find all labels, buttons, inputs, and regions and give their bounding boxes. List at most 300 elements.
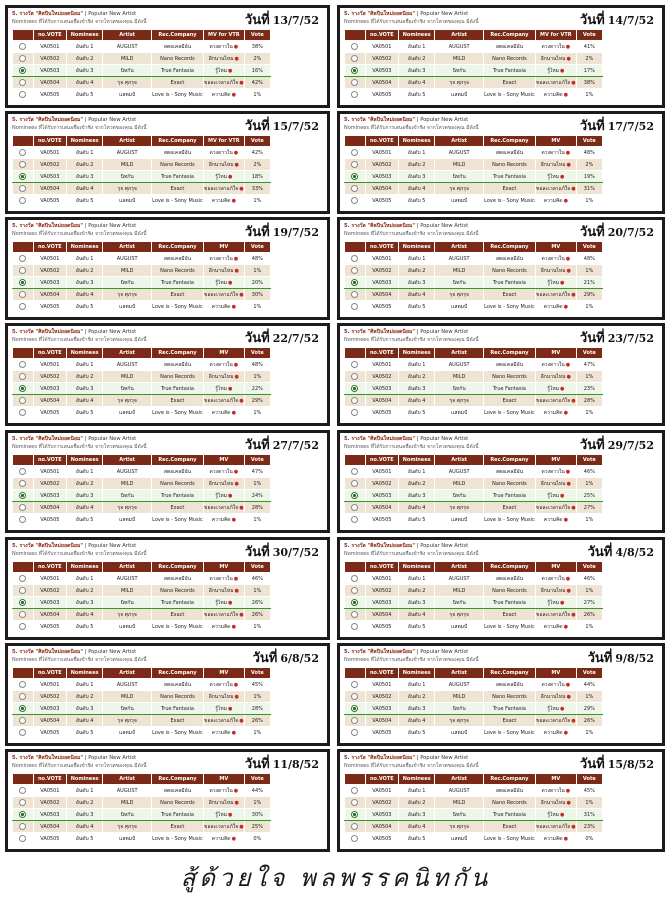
radio-cell: [13, 395, 34, 407]
vote-radio[interactable]: [19, 267, 26, 274]
vote-radio[interactable]: [351, 681, 358, 688]
vote-radio[interactable]: [351, 705, 358, 712]
play-icon[interactable]: ●: [560, 279, 565, 286]
mv-title[interactable]: ขอละเวลาแก้ใจ: [536, 717, 571, 724]
vote-radio[interactable]: [19, 504, 26, 511]
date-prefix: วันที่: [244, 438, 270, 453]
vote-radio[interactable]: [351, 149, 358, 156]
play-icon[interactable]: ●: [560, 385, 565, 392]
vote-radio[interactable]: [351, 173, 358, 180]
mv-title[interactable]: ขอละเวลาแก้ใจ: [204, 717, 239, 724]
table-row: [13, 301, 271, 313]
mv-title[interactable]: รู้ไหม: [215, 705, 228, 712]
vote-radio[interactable]: [351, 468, 358, 475]
nominees-caption: Nominees ที่ได้รับการเสนอชื่อเข้าชิง จากโหวตของคุณ มีดังนี้: [12, 337, 147, 343]
vote-radio[interactable]: [19, 55, 26, 62]
category-title: 5. รางวัล "ศิลปินใหม่ยอดนิยม": [12, 11, 84, 17]
mv-title[interactable]: ความคิด: [211, 91, 231, 98]
vote-radio[interactable]: [19, 599, 26, 606]
vote-radio[interactable]: [351, 623, 358, 630]
vote-radio[interactable]: [19, 693, 26, 700]
mv-cell: [203, 253, 244, 265]
vote-radio[interactable]: [351, 504, 358, 511]
play-icon[interactable]: ●: [560, 492, 565, 499]
mv-title[interactable]: ดวงดาวใน: [209, 149, 233, 156]
mv-title[interactable]: ดวงดาวใน: [541, 361, 565, 368]
nominee-rank: อันดับ 4: [67, 609, 103, 621]
mv-title[interactable]: อีกนานไหม: [540, 161, 566, 168]
play-icon[interactable]: ●: [239, 504, 244, 511]
play-icon[interactable]: ●: [560, 811, 565, 818]
mv-title[interactable]: อีกนานไหม: [540, 480, 566, 487]
mv-title[interactable]: ขอละเวลาแก้ใจ: [204, 79, 239, 86]
vote-radio[interactable]: [19, 835, 26, 842]
radio-cell: [345, 147, 366, 159]
vote-radio[interactable]: [19, 161, 26, 168]
nominee-rank: อันดับ 4: [399, 821, 435, 833]
mv-title[interactable]: รู้ไหม: [215, 279, 228, 286]
mv-title[interactable]: รู้ไหม: [215, 492, 228, 499]
mv-title[interactable]: อีกนานไหม: [208, 799, 234, 806]
vote-radio[interactable]: [19, 717, 26, 724]
mv-title[interactable]: ความคิด: [543, 409, 563, 416]
mv-title[interactable]: ความคิด: [211, 729, 231, 736]
radio-cell: [345, 466, 366, 478]
mv-title[interactable]: อีกนานไหม: [208, 161, 234, 168]
mv-title[interactable]: ดวงดาวใน: [541, 149, 565, 156]
vote-code: VA0501: [33, 785, 67, 797]
play-icon[interactable]: ●: [231, 623, 236, 630]
vote-radio[interactable]: [19, 492, 26, 499]
mv-title[interactable]: รู้ไหม: [547, 279, 560, 286]
play-icon[interactable]: ●: [571, 79, 576, 86]
vote-radio[interactable]: [19, 811, 26, 818]
play-icon[interactable]: ●: [560, 67, 565, 74]
vote-panel: [5, 5, 330, 108]
table-row: [13, 833, 271, 845]
play-icon[interactable]: ●: [565, 681, 571, 688]
play-icon[interactable]: ●: [228, 599, 233, 606]
mv-title[interactable]: ความคิด: [211, 197, 231, 204]
vote-radio[interactable]: [19, 43, 26, 50]
table-row: [345, 809, 603, 821]
mv-title[interactable]: ดวงดาวใน: [541, 575, 565, 582]
vote-radio[interactable]: [19, 291, 26, 298]
vote-radio[interactable]: [19, 255, 26, 262]
play-icon[interactable]: ●: [571, 397, 576, 404]
vote-code-header: no.VOTE: [365, 455, 399, 466]
radio-cell: [13, 679, 34, 691]
play-icon[interactable]: ●: [239, 717, 244, 724]
play-icon[interactable]: ●: [571, 185, 576, 192]
mv-title[interactable]: ความคิด: [543, 303, 563, 310]
table-row: [13, 785, 271, 797]
play-icon[interactable]: ●: [565, 361, 571, 368]
mv-title[interactable]: ความคิด: [211, 409, 231, 416]
mv-title[interactable]: ขอละเวลาแก้ใจ: [204, 291, 239, 298]
vote-table: [344, 561, 603, 633]
mv-title[interactable]: ขอละเวลาแก้ใจ: [536, 611, 571, 618]
play-icon[interactable]: ●: [566, 799, 571, 806]
mv-title[interactable]: ดวงดาวใน: [541, 468, 565, 475]
mv-title[interactable]: รู้ไหม: [547, 492, 560, 499]
vote-code: VA0502: [365, 265, 399, 277]
play-icon[interactable]: ●: [239, 611, 244, 618]
play-icon[interactable]: ●: [234, 587, 239, 594]
play-icon[interactable]: ●: [233, 787, 239, 794]
mv-title[interactable]: รู้ไหม: [215, 599, 228, 606]
vote-radio[interactable]: [19, 67, 26, 74]
mv-title[interactable]: อีกนานไหม: [540, 373, 566, 380]
mv-title[interactable]: ความคิด: [211, 303, 231, 310]
vote-radio[interactable]: [351, 492, 358, 499]
mv-title[interactable]: ดวงดาวใน: [541, 681, 565, 688]
mv-title[interactable]: ขอละเวลาแก้ใจ: [536, 291, 571, 298]
record-company: Nano Records: [484, 478, 536, 490]
play-icon[interactable]: ●: [560, 705, 565, 712]
mv-title[interactable]: ขอละเวลาแก้ใจ: [536, 79, 571, 86]
mv-title[interactable]: ความคิด: [211, 516, 231, 523]
play-icon[interactable]: ●: [560, 599, 565, 606]
play-icon[interactable]: ●: [571, 611, 576, 618]
play-icon[interactable]: ●: [560, 173, 565, 180]
nominee-rank: อันดับ 1: [399, 466, 435, 478]
vote-radio[interactable]: [351, 693, 358, 700]
vote-radio[interactable]: [19, 373, 26, 380]
mv-title[interactable]: ขอละเวลาแก้ใจ: [204, 185, 239, 192]
vote-radio[interactable]: [19, 468, 26, 475]
vote-radio[interactable]: [351, 516, 358, 523]
vote-radio[interactable]: [19, 279, 26, 286]
vote-radio[interactable]: [351, 599, 358, 606]
play-icon[interactable]: ●: [565, 43, 571, 50]
vote-radio[interactable]: [19, 681, 26, 688]
date-prefix: วันที่: [244, 13, 270, 28]
nominees-caption: Nominees ที่ได้รับการเสนอชื่อเข้าชิง จากโหวตของคุณ มีดังนี้: [12, 657, 147, 663]
vote-radio[interactable]: [351, 43, 358, 50]
mv-title[interactable]: ดวงดาวใน: [209, 255, 233, 262]
vote-panel: [337, 537, 665, 640]
mv-title[interactable]: ดวงดาวใน: [209, 575, 233, 582]
mv-title[interactable]: ดวงดาวใน: [541, 787, 565, 794]
vote-radio[interactable]: [351, 480, 358, 487]
table-row: [345, 514, 603, 526]
play-icon[interactable]: ●: [565, 149, 571, 156]
vote-radio[interactable]: [351, 303, 358, 310]
mv-title[interactable]: อีกนานไหม: [208, 587, 234, 594]
mv-title[interactable]: อีกนานไหม: [540, 587, 566, 594]
play-icon[interactable]: ●: [566, 480, 571, 487]
play-icon[interactable]: ●: [233, 681, 239, 688]
vote-percent: 30%: [244, 289, 270, 301]
vote-radio[interactable]: [19, 823, 26, 830]
mv-cell: [203, 407, 244, 419]
mv-title[interactable]: ความคิด: [211, 623, 231, 630]
mv-title[interactable]: ความคิด: [543, 729, 563, 736]
play-icon[interactable]: ●: [239, 291, 244, 298]
vote-radio[interactable]: [19, 361, 26, 368]
play-icon[interactable]: ●: [231, 197, 236, 204]
mv-cell: [203, 466, 244, 478]
play-icon[interactable]: ●: [565, 575, 571, 582]
vote-radio[interactable]: [351, 55, 358, 62]
radio-cell: [345, 89, 366, 101]
play-icon[interactable]: ●: [566, 267, 571, 274]
vote-table: [12, 454, 271, 526]
vote-table: [12, 773, 271, 845]
play-icon[interactable]: ●: [571, 717, 576, 724]
play-icon[interactable]: ●: [233, 575, 239, 582]
play-icon[interactable]: ●: [239, 185, 244, 192]
vote-radio[interactable]: [19, 799, 26, 806]
play-icon[interactable]: ●: [566, 373, 571, 380]
mv-title[interactable]: รู้ไหม: [547, 599, 560, 606]
mv-title[interactable]: อีกนานไหม: [208, 373, 234, 380]
vote-code: VA0503: [33, 65, 67, 77]
record-company: True Fantasia: [152, 65, 204, 77]
play-icon[interactable]: ●: [566, 161, 571, 168]
play-icon[interactable]: ●: [233, 43, 239, 50]
play-icon[interactable]: ●: [563, 409, 568, 416]
play-icon[interactable]: ●: [234, 55, 239, 62]
vote-radio[interactable]: [351, 373, 358, 380]
mv-title[interactable]: ความคิด: [543, 91, 563, 98]
mv-title[interactable]: ขอละเวลาแก้ใจ: [536, 823, 571, 830]
play-icon[interactable]: ●: [233, 361, 239, 368]
vote-radio[interactable]: [19, 303, 26, 310]
vote-radio[interactable]: [19, 729, 26, 736]
vote-radio[interactable]: [351, 291, 358, 298]
play-icon[interactable]: ●: [239, 79, 244, 86]
mv-title[interactable]: อีกนานไหม: [208, 55, 234, 62]
vote-radio[interactable]: [19, 173, 26, 180]
mv-title[interactable]: ขอละเวลาแก้ใจ: [204, 504, 239, 511]
vote-radio[interactable]: [351, 267, 358, 274]
mv-title[interactable]: ดวงดาวใน: [209, 787, 233, 794]
vote-radio[interactable]: [351, 279, 358, 286]
radio-cell: [13, 65, 34, 77]
vote-radio[interactable]: [19, 575, 26, 582]
mv-title[interactable]: อีกนานไหม: [208, 480, 234, 487]
mv-title[interactable]: รู้ไหม: [215, 173, 228, 180]
radio-cell: [13, 159, 34, 171]
play-icon[interactable]: ●: [566, 693, 571, 700]
vote-radio[interactable]: [19, 480, 26, 487]
mv-title[interactable]: อีกนานไหม: [540, 799, 566, 806]
category-title: 5. รางวัล "ศิลปินใหม่ยอดนิยม": [344, 11, 416, 17]
play-icon[interactable]: ●: [233, 468, 239, 475]
radio-cell: [345, 573, 366, 585]
play-icon[interactable]: ●: [571, 823, 576, 830]
vote-radio[interactable]: [351, 91, 358, 98]
mv-header: MV: [203, 242, 244, 253]
mv-title[interactable]: ดวงดาวใน: [209, 361, 233, 368]
mv-title[interactable]: ดวงดาวใน: [541, 43, 565, 50]
vote-code: VA0502: [33, 265, 67, 277]
vote-radio[interactable]: [351, 361, 358, 368]
vote-radio[interactable]: [19, 185, 26, 192]
vote-radio[interactable]: [351, 729, 358, 736]
play-icon[interactable]: ●: [563, 516, 568, 523]
vote-radio[interactable]: [19, 409, 26, 416]
mv-title[interactable]: ความคิด: [543, 835, 563, 842]
play-icon[interactable]: ●: [563, 303, 568, 310]
mv-cell: [203, 785, 244, 797]
mv-title[interactable]: รู้ไหม: [215, 811, 228, 818]
record-company: Love is - Sony Music: [484, 407, 536, 419]
mv-title[interactable]: ขอละเวลาแก้ใจ: [204, 823, 239, 830]
play-icon[interactable]: ●: [563, 91, 568, 98]
vote-code: VA0502: [33, 691, 67, 703]
play-icon[interactable]: ●: [228, 279, 233, 286]
mv-title[interactable]: ความคิด: [543, 197, 563, 204]
vote-radio[interactable]: [19, 397, 26, 404]
vote-code: VA0504: [33, 289, 67, 301]
mv-title[interactable]: รู้ไหม: [547, 811, 560, 818]
mv-title[interactable]: อีกนานไหม: [208, 267, 234, 274]
nominee-rank: อันดับ 2: [67, 585, 103, 597]
vote-radio[interactable]: [351, 385, 358, 392]
play-icon[interactable]: ●: [228, 173, 233, 180]
play-icon[interactable]: ●: [234, 480, 239, 487]
vote-radio[interactable]: [19, 705, 26, 712]
play-icon[interactable]: ●: [563, 729, 568, 736]
play-icon[interactable]: ●: [565, 468, 571, 475]
play-icon[interactable]: ●: [571, 504, 576, 511]
mv-title[interactable]: อีกนานไหม: [540, 693, 566, 700]
play-icon[interactable]: ●: [228, 67, 233, 74]
mv-title[interactable]: ความคิด: [211, 835, 231, 842]
vote-radio[interactable]: [19, 787, 26, 794]
mv-title[interactable]: ดวงดาวใน: [209, 43, 233, 50]
play-icon[interactable]: ●: [234, 799, 239, 806]
vote-radio[interactable]: [351, 575, 358, 582]
mv-title[interactable]: รู้ไหม: [547, 173, 560, 180]
mv-cell: [535, 301, 576, 313]
mv-title[interactable]: ความคิด: [543, 623, 563, 630]
play-icon[interactable]: ●: [231, 409, 236, 416]
vote-code: VA0503: [365, 703, 399, 715]
nominee-rank: อันดับ 3: [399, 171, 435, 183]
mv-title[interactable]: ดวงดาวใน: [541, 255, 565, 262]
mv-title[interactable]: อีกนานไหม: [208, 693, 234, 700]
table-header: [345, 136, 603, 147]
vote-radio[interactable]: [19, 149, 26, 156]
vote-radio[interactable]: [351, 611, 358, 618]
play-icon[interactable]: ●: [228, 492, 233, 499]
play-icon[interactable]: ●: [571, 291, 576, 298]
vote-radio[interactable]: [19, 516, 26, 523]
play-icon[interactable]: ●: [231, 303, 236, 310]
vote-radio[interactable]: [19, 197, 26, 204]
play-icon[interactable]: ●: [239, 397, 244, 404]
mv-title[interactable]: รู้ไหม: [215, 67, 228, 74]
vote-radio[interactable]: [351, 409, 358, 416]
mv-title[interactable]: ขอละเวลาแก้ใจ: [536, 185, 571, 192]
vote-radio[interactable]: [19, 91, 26, 98]
vote-radio[interactable]: [351, 79, 358, 86]
category-subtitle: | Popular New Artist: [416, 543, 469, 549]
vote-radio[interactable]: [351, 185, 358, 192]
panel-title: [344, 223, 468, 230]
mv-title[interactable]: รู้ไหม: [547, 705, 560, 712]
play-icon[interactable]: ●: [231, 516, 236, 523]
vote-radio[interactable]: [351, 835, 358, 842]
vote-radio[interactable]: [351, 799, 358, 806]
record-company: Exact: [484, 609, 536, 621]
play-icon[interactable]: ●: [228, 811, 233, 818]
vote-percent: 1%: [244, 301, 270, 313]
play-icon[interactable]: ●: [228, 385, 233, 392]
play-icon[interactable]: ●: [231, 91, 236, 98]
nominee-rank: อันดับ 2: [67, 53, 103, 65]
vote-radio[interactable]: [351, 823, 358, 830]
play-icon[interactable]: ●: [563, 835, 568, 842]
mv-title[interactable]: ความคิด: [543, 516, 563, 523]
play-icon[interactable]: ●: [566, 55, 571, 62]
mv-title[interactable]: รู้ไหม: [215, 385, 228, 392]
vote-radio[interactable]: [351, 161, 358, 168]
vote-radio[interactable]: [19, 385, 26, 392]
play-icon[interactable]: ●: [233, 255, 239, 262]
play-icon[interactable]: ●: [565, 255, 571, 262]
play-icon[interactable]: ●: [228, 705, 233, 712]
play-icon[interactable]: ●: [234, 373, 239, 380]
mv-title[interactable]: ดวงดาวใน: [209, 468, 233, 475]
vote-radio[interactable]: [19, 587, 26, 594]
vote-radio[interactable]: [351, 787, 358, 794]
mv-title[interactable]: อีกนานไหม: [540, 55, 566, 62]
vote-radio[interactable]: [351, 197, 358, 204]
mv-title[interactable]: ดวงดาวใน: [209, 681, 233, 688]
play-icon[interactable]: ●: [234, 267, 239, 274]
vote-radio[interactable]: [19, 623, 26, 630]
vote-radio[interactable]: [19, 611, 26, 618]
vote-radio[interactable]: [351, 717, 358, 724]
play-icon[interactable]: ●: [234, 161, 239, 168]
vote-code: VA0502: [33, 53, 67, 65]
mv-title[interactable]: ขอละเวลาแก้ใจ: [536, 504, 571, 511]
play-icon[interactable]: ●: [566, 587, 571, 594]
vote-percent: 45%: [244, 679, 270, 691]
radio-cell: [13, 597, 34, 609]
mv-title[interactable]: รู้ไหม: [547, 67, 560, 74]
mv-title[interactable]: ขอละเวลาแก้ใจ: [204, 397, 239, 404]
panel-date: [245, 9, 319, 30]
play-icon[interactable]: ●: [563, 623, 568, 630]
mv-title[interactable]: รู้ไหม: [547, 385, 560, 392]
play-icon[interactable]: ●: [233, 149, 239, 156]
play-icon[interactable]: ●: [239, 823, 244, 830]
vote-code-header: no.VOTE: [33, 774, 67, 785]
play-icon[interactable]: ●: [563, 197, 568, 204]
play-icon[interactable]: ●: [565, 787, 571, 794]
play-icon[interactable]: ●: [231, 835, 236, 842]
mv-title[interactable]: ขอละเวลาแก้ใจ: [536, 397, 571, 404]
record-company: True Fantasia: [152, 277, 204, 289]
vote-radio[interactable]: [351, 587, 358, 594]
mv-title[interactable]: ขอละเวลาแก้ใจ: [204, 611, 239, 618]
vote-radio[interactable]: [351, 811, 358, 818]
vote-radio[interactable]: [351, 67, 358, 74]
vote-radio[interactable]: [351, 397, 358, 404]
play-icon[interactable]: ●: [234, 693, 239, 700]
artist-name: MILD: [435, 53, 484, 65]
play-icon[interactable]: ●: [231, 729, 236, 736]
mv-title[interactable]: อีกนานไหม: [540, 267, 566, 274]
vote-radio[interactable]: [19, 79, 26, 86]
vote-radio[interactable]: [351, 255, 358, 262]
